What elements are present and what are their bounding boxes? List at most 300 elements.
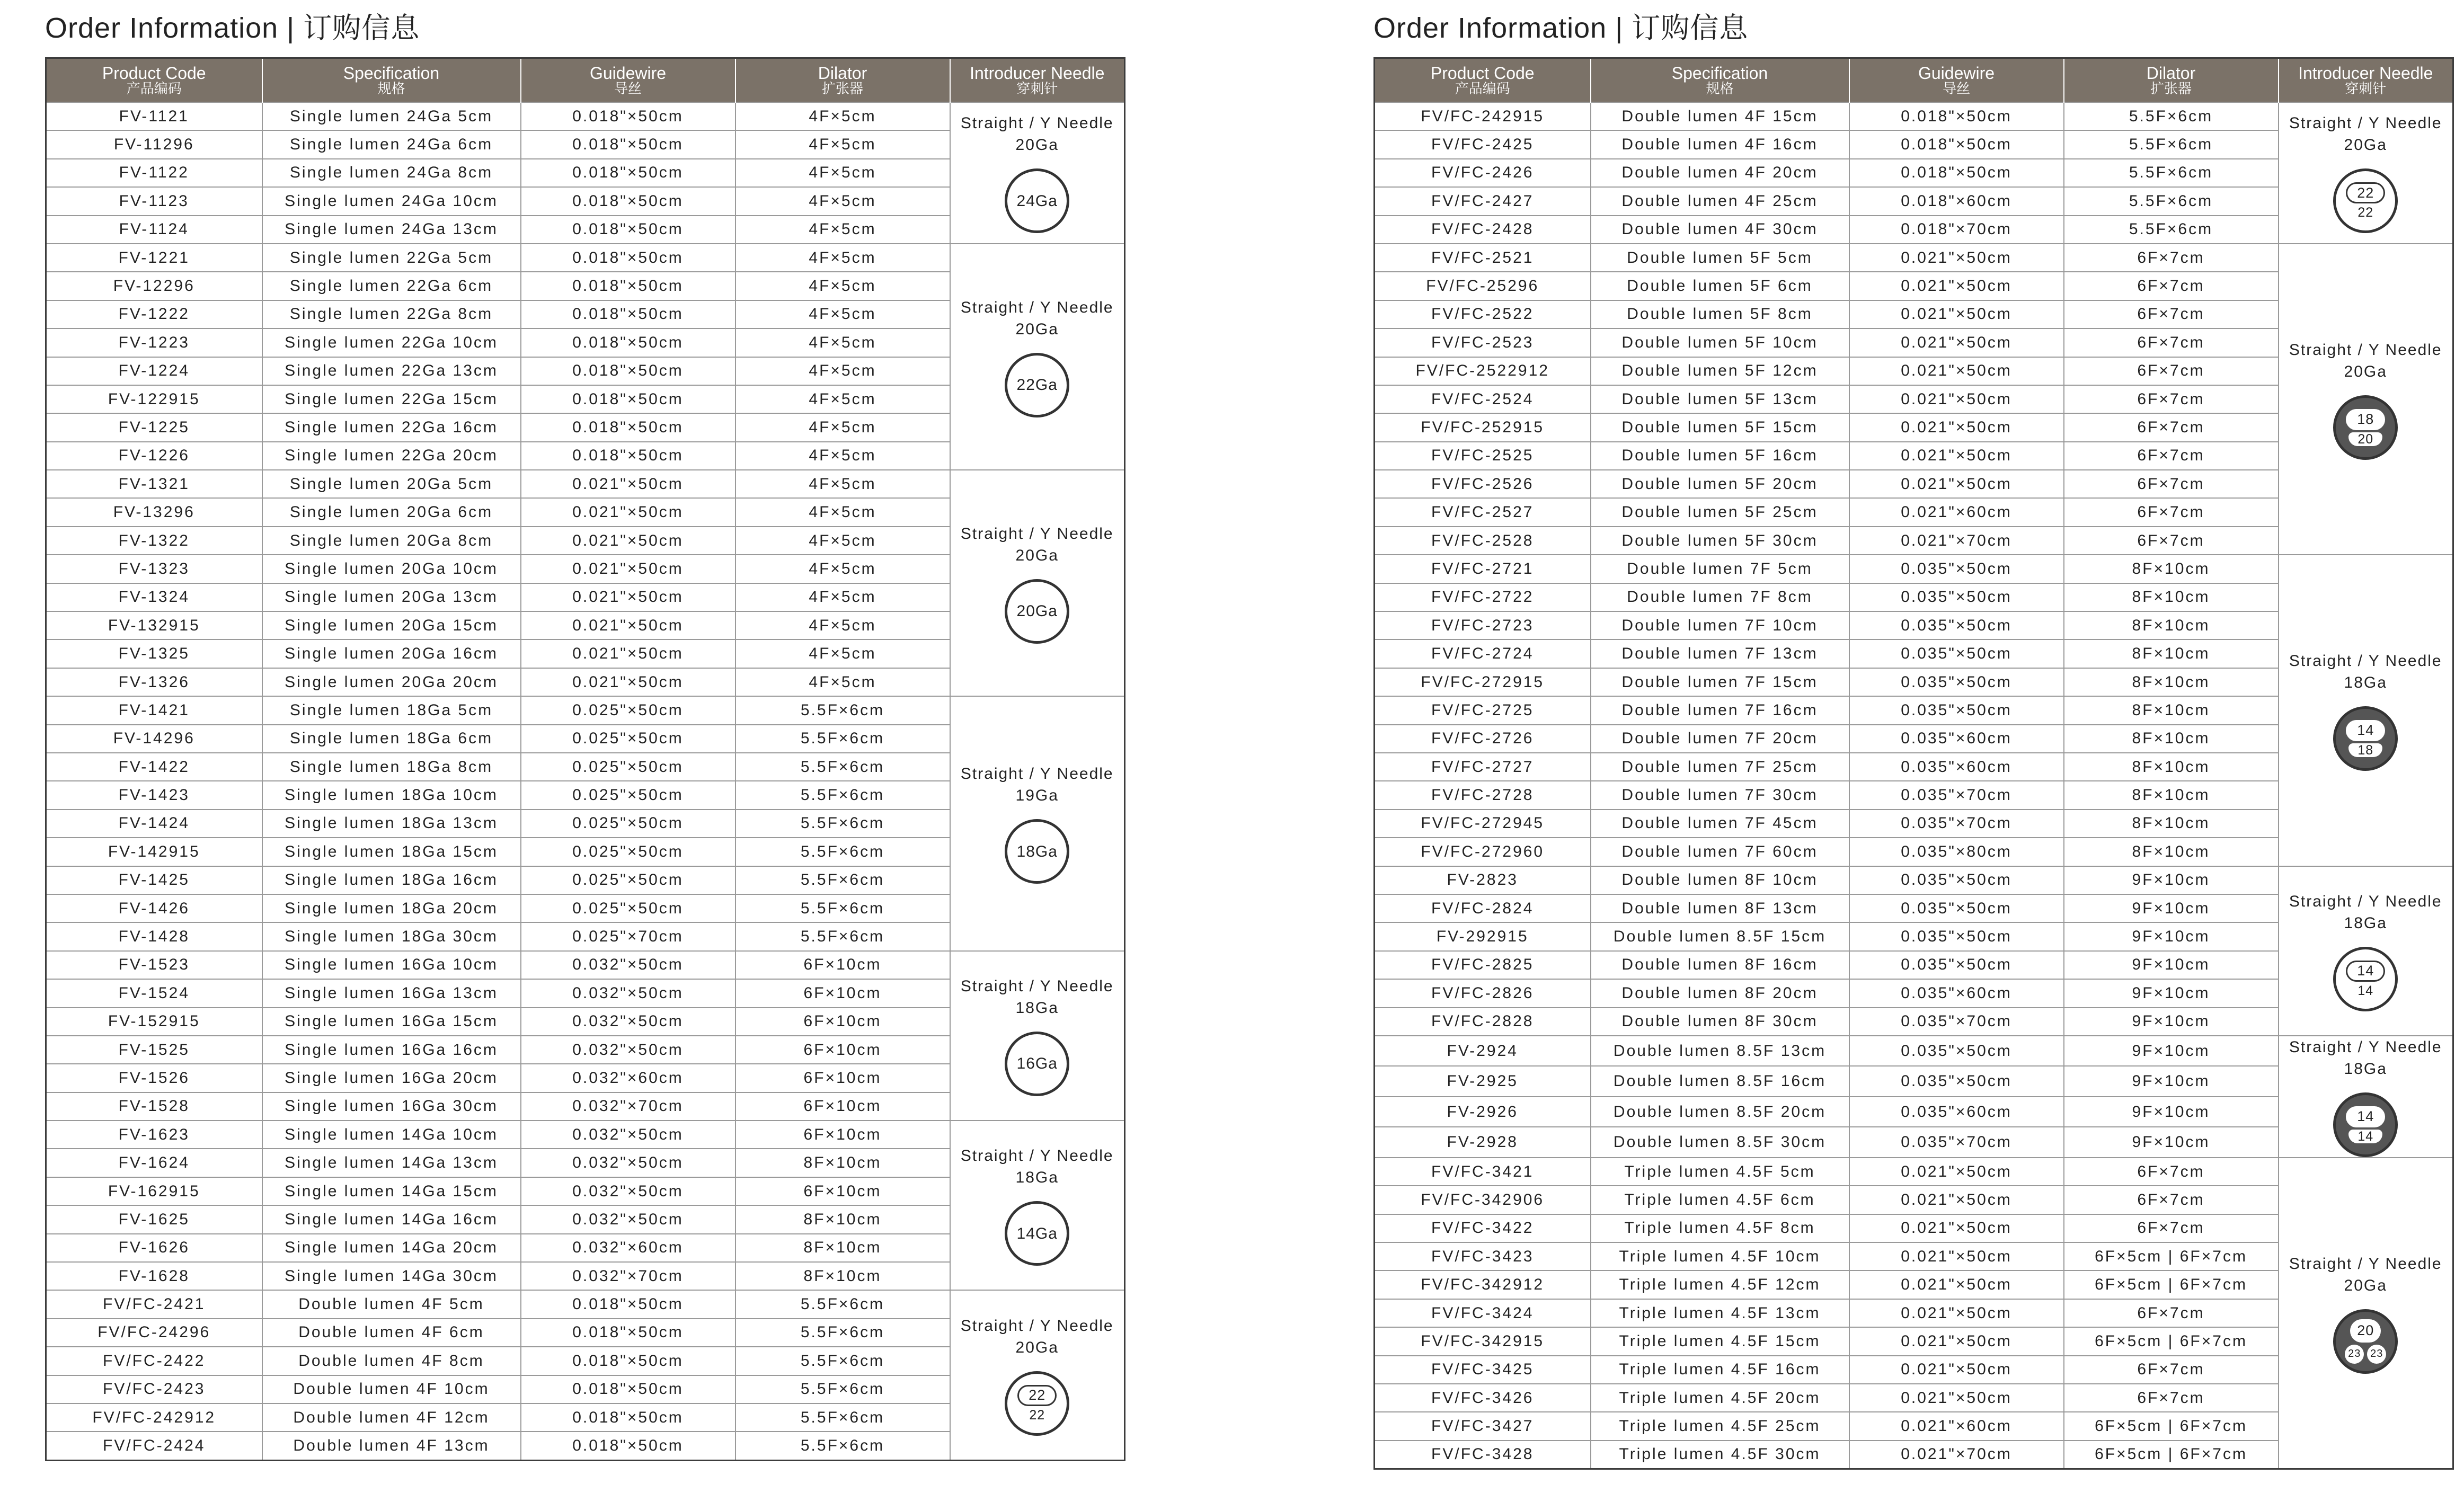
guidewire: 0.025"×50cm: [521, 696, 735, 724]
guidewire: 0.021"×70cm: [1849, 1441, 2064, 1469]
column-header-zh: 导丝: [614, 80, 642, 96]
order-table: [1373, 57, 2454, 1470]
dual-gauge-badge-icon: [2333, 706, 2398, 771]
introducer-needle-cell: [2279, 1036, 2453, 1158]
dilator: 4F×5cm: [735, 611, 950, 639]
product-code: FV-2928: [1375, 1127, 1591, 1158]
specification: Single lumen 20Ga 15cm: [262, 611, 521, 639]
dilator: 5.5F×6cm: [735, 1319, 950, 1347]
dilator: 5.5F×6cm: [735, 1403, 950, 1432]
column-header: [521, 58, 735, 103]
specification: Single lumen 18Ga 30cm: [262, 922, 521, 950]
product-code: FV-1423: [46, 781, 262, 809]
product-code: FV/FC-3428: [1375, 1441, 1591, 1469]
guidewire: 0.035"×50cm: [1849, 951, 2064, 979]
guidewire: 0.021"×50cm: [521, 470, 735, 498]
product-code: FV/FC-2728: [1375, 781, 1591, 809]
product-code: FV-1221: [46, 244, 262, 272]
introducer-needle-cell: [950, 696, 1125, 951]
gauge-sub-label: 14: [2357, 983, 2374, 998]
dilator: 6F×5cm | 6F×7cm: [2064, 1242, 2279, 1270]
product-code: FV/FC-2824: [1375, 894, 1591, 922]
specification: Single lumen 16Ga 13cm: [262, 979, 521, 1007]
dilator: 9F×10cm: [2064, 1127, 2279, 1158]
product-code: FV-1526: [46, 1064, 262, 1092]
product-code: FV-1226: [46, 442, 262, 470]
guidewire: 0.018"×50cm: [521, 385, 735, 413]
dilator: 6F×7cm: [2064, 385, 2279, 413]
dual-gauge-badge-icon: [2333, 1092, 2398, 1157]
product-code: FV/FC-2422: [46, 1347, 262, 1375]
needle-description: Straight / Y Needle 18Ga: [2289, 1038, 2442, 1078]
product-code: FV/FC-272960: [1375, 838, 1591, 866]
dilator: 9F×10cm: [2064, 894, 2279, 922]
product-code: FV-1425: [46, 866, 262, 894]
specification: Single lumen 20Ga 8cm: [262, 527, 521, 555]
specification: Double lumen 4F 10cm: [262, 1375, 521, 1403]
guidewire: 0.018"×50cm: [521, 1290, 735, 1318]
dilator: 4F×5cm: [735, 300, 950, 328]
dilator: 8F×10cm: [2064, 781, 2279, 809]
specification: Single lumen 20Ga 16cm: [262, 639, 521, 668]
product-code: FV/FC-2722: [1375, 583, 1591, 611]
specification: Single lumen 16Ga 10cm: [262, 951, 521, 979]
specification: Single lumen 22Ga 10cm: [262, 328, 521, 357]
guidewire: 0.025"×50cm: [521, 810, 735, 838]
dilator: 6F×7cm: [2064, 1384, 2279, 1412]
needle-description: Straight / Y Needle 20Ga: [2289, 1255, 2442, 1294]
guidewire: 0.021"×50cm: [1849, 1299, 2064, 1327]
dilator: 5.5F×6cm: [735, 696, 950, 724]
dilator: 4F×5cm: [735, 668, 950, 696]
specification: Double lumen 8F 13cm: [1591, 894, 1849, 922]
column-header-en: Dilator: [2146, 63, 2196, 83]
dual-gauge-badge-icon: [2333, 947, 2398, 1011]
guidewire: 0.032"×50cm: [521, 1149, 735, 1177]
table-row: [1375, 102, 2453, 130]
guidewire: 0.018"×50cm: [521, 187, 735, 215]
dilator: 9F×10cm: [2064, 1097, 2279, 1127]
dilator: 4F×5cm: [735, 527, 950, 555]
specification: Triple lumen 4.5F 8cm: [1591, 1214, 1849, 1242]
specification: Double lumen 4F 8cm: [262, 1347, 521, 1375]
dilator: 6F×7cm: [2064, 1356, 2279, 1384]
product-code: FV-14296: [46, 725, 262, 753]
guidewire: 0.021"×50cm: [1849, 1327, 2064, 1355]
product-code: FV/FC-2527: [1375, 498, 1591, 526]
dilator: 4F×5cm: [735, 583, 950, 611]
dilator: 5.5F×6cm: [735, 1290, 950, 1318]
specification: Single lumen 18Ga 6cm: [262, 725, 521, 753]
column-header-en: Product Code: [1430, 63, 1535, 83]
specification: Double lumen 5F 20cm: [1591, 470, 1849, 498]
gauge-sub-label: 22: [1029, 1407, 1045, 1423]
dilator: 6F×10cm: [735, 1121, 950, 1149]
dual-gauge-badge-icon: [1005, 1371, 1069, 1436]
dilator: 8F×10cm: [735, 1234, 950, 1262]
specification: Single lumen 14Ga 10cm: [262, 1121, 521, 1149]
dilator: 6F×10cm: [735, 1092, 950, 1121]
guidewire: 0.018"×50cm: [521, 130, 735, 158]
table-row: [46, 102, 1125, 130]
column-header-en: Introducer Needle: [2298, 63, 2433, 83]
product-code: FV-1326: [46, 668, 262, 696]
product-code: FV-1124: [46, 216, 262, 244]
guidewire: 0.035"×50cm: [1849, 611, 2064, 639]
product-code: FV/FC-2725: [1375, 696, 1591, 724]
gauge-sub-label: 23: [2345, 1345, 2364, 1364]
dilator: 9F×10cm: [2064, 1066, 2279, 1097]
dilator: 5.5F×6cm: [2064, 159, 2279, 187]
specification: Single lumen 16Ga 30cm: [262, 1092, 521, 1121]
specification: Double lumen 7F 13cm: [1591, 639, 1849, 668]
gauge-sub-label: 22: [2357, 205, 2374, 220]
dilator: 5.5F×6cm: [735, 1375, 950, 1403]
column-header-en: Dilator: [818, 63, 867, 83]
specification: Double lumen 8F 16cm: [1591, 951, 1849, 979]
column-header: [950, 58, 1125, 103]
specification: Single lumen 20Ga 20cm: [262, 668, 521, 696]
specification: Double lumen 5F 15cm: [1591, 413, 1849, 441]
column-header-zh: 穿刺针: [2345, 80, 2387, 96]
specification: Single lumen 14Ga 15cm: [262, 1177, 521, 1205]
needle-description: Straight / Y Needle 20Ga: [960, 1317, 1114, 1356]
gauge-badge-icon: 24Ga: [1005, 168, 1069, 233]
product-code: FV/FC-2523: [1375, 328, 1591, 357]
product-code: FV/FC-2524: [1375, 385, 1591, 413]
specification: Single lumen 18Ga 5cm: [262, 696, 521, 724]
product-code: FV-2926: [1375, 1097, 1591, 1127]
dilator: 6F×10cm: [735, 1008, 950, 1036]
product-code: FV-1121: [46, 102, 262, 130]
specification: Single lumen 18Ga 20cm: [262, 894, 521, 922]
product-code: FV-1628: [46, 1262, 262, 1290]
specification: Single lumen 24Ga 8cm: [262, 159, 521, 187]
needle-description: Straight / Y Needle 18Ga: [960, 977, 1114, 1017]
specification: Triple lumen 4.5F 20cm: [1591, 1384, 1849, 1412]
dilator: 5.5F×6cm: [2064, 102, 2279, 130]
gauge-badge-icon: 22Ga: [1005, 353, 1069, 417]
product-code: FV-142915: [46, 838, 262, 866]
specification: Double lumen 5F 16cm: [1591, 442, 1849, 470]
dilator: 6F×7cm: [2064, 328, 2279, 357]
guidewire: 0.021"×60cm: [1849, 1412, 2064, 1440]
guidewire: 0.035"×70cm: [1849, 1008, 2064, 1036]
dilator: 6F×7cm: [2064, 498, 2279, 526]
dilator: 8F×10cm: [2064, 753, 2279, 781]
column-header: [2064, 58, 2279, 103]
dilator: 9F×10cm: [2064, 1008, 2279, 1036]
needle-description: Straight / Y Needle 20Ga: [2289, 114, 2442, 154]
guidewire: 0.018"×50cm: [521, 1319, 735, 1347]
product-code: FV-1624: [46, 1149, 262, 1177]
guidewire: 0.021"×50cm: [1849, 1242, 2064, 1270]
specification: Single lumen 18Ga 13cm: [262, 810, 521, 838]
product-code: FV/FC-3422: [1375, 1214, 1591, 1242]
dilator: 8F×10cm: [735, 1205, 950, 1233]
guidewire: 0.021"×50cm: [521, 668, 735, 696]
dilator: 4F×5cm: [735, 328, 950, 357]
product-code: FV-12296: [46, 272, 262, 300]
specification: Single lumen 20Ga 5cm: [262, 470, 521, 498]
dilator: 6F×7cm: [2064, 1214, 2279, 1242]
dilator: 4F×5cm: [735, 159, 950, 187]
product-code: FV/FC-272915: [1375, 668, 1591, 696]
guidewire: 0.021"×50cm: [521, 583, 735, 611]
column-header-zh: 导丝: [1942, 80, 1970, 96]
specification: Double lumen 4F 13cm: [262, 1432, 521, 1460]
guidewire: 0.018"×50cm: [521, 244, 735, 272]
product-code: FV/FC-272945: [1375, 810, 1591, 838]
dilator: 6F×10cm: [735, 1036, 950, 1064]
dilator: 6F×7cm: [2064, 413, 2279, 441]
specification: Single lumen 22Ga 15cm: [262, 385, 521, 413]
dilator: 5.5F×6cm: [735, 922, 950, 950]
column-header-en: Specification: [343, 63, 440, 83]
specification: Double lumen 7F 45cm: [1591, 810, 1849, 838]
guidewire: 0.035"×60cm: [1849, 725, 2064, 753]
product-code: FV/FC-3423: [1375, 1242, 1591, 1270]
product-code: FV-1224: [46, 357, 262, 385]
specification: Double lumen 8F 10cm: [1591, 866, 1849, 894]
product-code: FV-1122: [46, 159, 262, 187]
guidewire: 0.021"×50cm: [1849, 1158, 2064, 1186]
specification: Single lumen 24Ga 10cm: [262, 187, 521, 215]
dilator: 8F×10cm: [2064, 725, 2279, 753]
guidewire: 0.018"×50cm: [1849, 159, 2064, 187]
specification: Double lumen 5F 12cm: [1591, 357, 1849, 385]
guidewire: 0.021"×50cm: [1849, 244, 2064, 272]
dilator: 5.5F×6cm: [735, 1347, 950, 1375]
column-header: [46, 58, 262, 103]
product-code: FV/FC-3427: [1375, 1412, 1591, 1440]
gauge-sub-label: 23: [2367, 1345, 2386, 1364]
guidewire: 0.035"×50cm: [1849, 1036, 2064, 1067]
column-header: [1849, 58, 2064, 103]
guidewire: 0.032"×70cm: [521, 1092, 735, 1121]
guidewire: 0.018"×50cm: [521, 272, 735, 300]
product-code: FV/FC-2421: [46, 1290, 262, 1318]
specification: Single lumen 20Ga 10cm: [262, 555, 521, 583]
guidewire: 0.035"×60cm: [1849, 1097, 2064, 1127]
product-code: FV-11296: [46, 130, 262, 158]
specification: Single lumen 24Ga 13cm: [262, 216, 521, 244]
dilator: 8F×10cm: [2064, 668, 2279, 696]
product-code: FV-1321: [46, 470, 262, 498]
dilator: 8F×10cm: [2064, 810, 2279, 838]
gauge-badge-icon: 14Ga: [1005, 1201, 1069, 1266]
guidewire: 0.035"×50cm: [1849, 1066, 2064, 1097]
product-code: FV-1123: [46, 187, 262, 215]
dilator: 6F×5cm | 6F×7cm: [2064, 1441, 2279, 1469]
needle-description: Straight / Y Needle 20Ga: [2289, 341, 2442, 380]
guidewire: 0.035"×50cm: [1849, 696, 2064, 724]
guidewire: 0.018"×50cm: [521, 102, 735, 130]
dilator: 8F×10cm: [735, 1262, 950, 1290]
guidewire: 0.018"×50cm: [1849, 102, 2064, 130]
dilator: 8F×10cm: [2064, 838, 2279, 866]
guidewire: 0.021"×50cm: [1849, 385, 2064, 413]
specification: Double lumen 4F 30cm: [1591, 216, 1849, 244]
specification: Single lumen 22Ga 20cm: [262, 442, 521, 470]
product-code: FV/FC-2826: [1375, 979, 1591, 1007]
guidewire: 0.018"×50cm: [521, 159, 735, 187]
dilator: 5.5F×6cm: [735, 725, 950, 753]
dilator: 9F×10cm: [2064, 979, 2279, 1007]
specification: Double lumen 5F 10cm: [1591, 328, 1849, 357]
dilator: 8F×10cm: [2064, 555, 2279, 583]
product-code: FV/FC-2423: [46, 1375, 262, 1403]
order-table: [45, 57, 1125, 1461]
dilator: 6F×7cm: [2064, 1299, 2279, 1327]
specification: Double lumen 7F 15cm: [1591, 668, 1849, 696]
guidewire: 0.021"×70cm: [1849, 527, 2064, 555]
product-code: FV-1422: [46, 753, 262, 781]
dilator: 4F×5cm: [735, 216, 950, 244]
table-row: [1375, 1158, 2453, 1186]
guidewire: 0.021"×50cm: [1849, 1356, 2064, 1384]
guidewire: 0.021"×50cm: [521, 611, 735, 639]
dilator: 6F×7cm: [2064, 1158, 2279, 1186]
product-code: FV-2925: [1375, 1066, 1591, 1097]
product-code: FV-132915: [46, 611, 262, 639]
column-header-en: Product Code: [102, 63, 206, 83]
specification: Single lumen 22Ga 5cm: [262, 244, 521, 272]
gauge-sub-label: 14: [2348, 1130, 2382, 1143]
guidewire: 0.025"×50cm: [521, 894, 735, 922]
product-code: FV-1426: [46, 894, 262, 922]
table-header-row: [46, 58, 1125, 103]
guidewire: 0.021"×60cm: [1849, 498, 2064, 526]
column-header-zh: 扩张器: [2150, 80, 2192, 96]
guidewire: 0.025"×50cm: [521, 866, 735, 894]
needle-description: Straight / Y Needle 20Ga: [960, 298, 1114, 338]
dilator: 6F×5cm | 6F×7cm: [2064, 1412, 2279, 1440]
gauge-label: 14: [2346, 720, 2385, 741]
guidewire: 0.035"×70cm: [1849, 810, 2064, 838]
product-code: FV-2924: [1375, 1036, 1591, 1067]
introducer-needle-cell: [950, 1121, 1125, 1290]
column-header-en: Guidewire: [589, 63, 667, 83]
product-code: FV-1421: [46, 696, 262, 724]
introducer-needle-cell: [2279, 866, 2453, 1036]
guidewire: 0.032"×50cm: [521, 979, 735, 1007]
dilator: 6F×10cm: [735, 979, 950, 1007]
product-code: FV/FC-2726: [1375, 725, 1591, 753]
product-code: FV-1222: [46, 300, 262, 328]
guidewire: 0.018"×50cm: [521, 328, 735, 357]
column-header-zh: 产品编码: [126, 80, 182, 96]
product-code: FV-1528: [46, 1092, 262, 1121]
specification: Single lumen 24Ga 5cm: [262, 102, 521, 130]
product-code: FV-1325: [46, 639, 262, 668]
product-code: FV-1525: [46, 1036, 262, 1064]
guidewire: 0.021"×50cm: [1849, 442, 2064, 470]
table-row: [1375, 244, 2453, 272]
specification: Single lumen 16Ga 15cm: [262, 1008, 521, 1036]
dilator: 5.5F×6cm: [735, 866, 950, 894]
product-code: FV/FC-2426: [1375, 159, 1591, 187]
specification: Double lumen 4F 25cm: [1591, 187, 1849, 215]
product-code: FV-1626: [46, 1234, 262, 1262]
guidewire: 0.018"×70cm: [1849, 216, 2064, 244]
specification: Double lumen 7F 25cm: [1591, 753, 1849, 781]
dilator: 4F×5cm: [735, 102, 950, 130]
specification: Double lumen 7F 5cm: [1591, 555, 1849, 583]
gauge-badge-icon: 20Ga: [1005, 579, 1069, 644]
guidewire: 0.018"×50cm: [521, 1347, 735, 1375]
dilator: 5.5F×6cm: [735, 894, 950, 922]
guidewire: 0.018"×50cm: [521, 413, 735, 441]
guidewire: 0.035"×50cm: [1849, 583, 2064, 611]
dilator: 9F×10cm: [2064, 866, 2279, 894]
guidewire: 0.032"×50cm: [521, 1205, 735, 1233]
specification: Double lumen 8.5F 20cm: [1591, 1097, 1849, 1127]
specification: Single lumen 16Ga 20cm: [262, 1064, 521, 1092]
guidewire: 0.021"×50cm: [1849, 413, 2064, 441]
table-row: [46, 951, 1125, 979]
guidewire: 0.035"×60cm: [1849, 979, 2064, 1007]
product-code: FV-1424: [46, 810, 262, 838]
product-code: FV-13296: [46, 498, 262, 526]
column-header-zh: 产品编码: [1455, 80, 1510, 96]
specification: Triple lumen 4.5F 5cm: [1591, 1158, 1849, 1186]
product-code: FV-1322: [46, 527, 262, 555]
guidewire: 0.018"×50cm: [521, 1432, 735, 1460]
specification: Single lumen 20Ga 13cm: [262, 583, 521, 611]
introducer-needle-cell: [2279, 102, 2453, 244]
specification: Single lumen 24Ga 6cm: [262, 130, 521, 158]
guidewire: 0.035"×50cm: [1849, 866, 2064, 894]
product-code: FV/FC-2521: [1375, 244, 1591, 272]
product-code: FV/FC-252915: [1375, 413, 1591, 441]
specification: Single lumen 18Ga 15cm: [262, 838, 521, 866]
column-header-zh: 规格: [1706, 80, 1734, 96]
product-code: FV/FC-2525: [1375, 442, 1591, 470]
product-code: FV/FC-342906: [1375, 1186, 1591, 1214]
specification: Triple lumen 4.5F 15cm: [1591, 1327, 1849, 1355]
dilator: 4F×5cm: [735, 244, 950, 272]
specification: Single lumen 14Ga 16cm: [262, 1205, 521, 1233]
specification: Single lumen 20Ga 6cm: [262, 498, 521, 526]
guidewire: 0.021"×50cm: [1849, 300, 2064, 328]
product-code: FV/FC-2528: [1375, 527, 1591, 555]
product-code: FV-1523: [46, 951, 262, 979]
specification: Single lumen 22Ga 6cm: [262, 272, 521, 300]
specification: Single lumen 18Ga 10cm: [262, 781, 521, 809]
product-code: FV/FC-2522912: [1375, 357, 1591, 385]
guidewire: 0.032"×50cm: [521, 1008, 735, 1036]
column-header-zh: 规格: [377, 80, 405, 96]
specification: Single lumen 14Ga 13cm: [262, 1149, 521, 1177]
dilator: 6F×7cm: [2064, 527, 2279, 555]
guidewire: 0.035"×60cm: [1849, 753, 2064, 781]
specification: Double lumen 8.5F 16cm: [1591, 1066, 1849, 1097]
product-code: FV/FC-242915: [1375, 102, 1591, 130]
column-header-en: Specification: [1671, 63, 1768, 83]
specification: Triple lumen 4.5F 25cm: [1591, 1412, 1849, 1440]
column-header: [735, 58, 950, 103]
needle-description: Straight / Y Needle 19Ga: [960, 765, 1114, 805]
guidewire: 0.021"×50cm: [1849, 1270, 2064, 1299]
specification: Double lumen 7F 10cm: [1591, 611, 1849, 639]
product-code: FV/FC-2425: [1375, 130, 1591, 158]
column-header: [1375, 58, 1591, 103]
specification: Double lumen 5F 5cm: [1591, 244, 1849, 272]
gauge-label: 18: [2346, 409, 2385, 430]
introducer-needle-cell: [2279, 555, 2453, 866]
product-code: FV-152915: [46, 1008, 262, 1036]
